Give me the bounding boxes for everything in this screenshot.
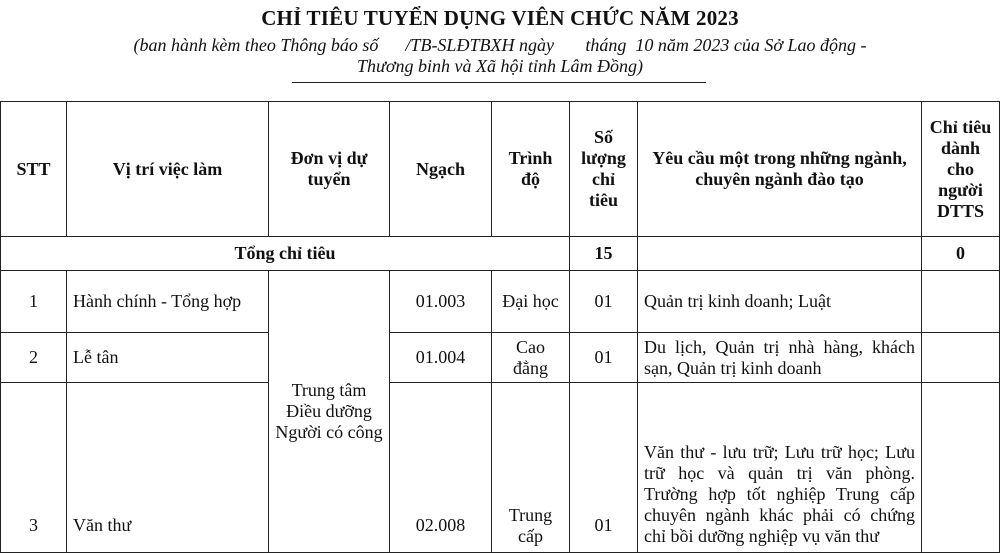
document-subtitle-line1: (ban hành kèm theo Thông báo số /TB-SLĐTBXH ngày tháng 10 năm 2023 của Sở Lao động -	[133, 35, 867, 55]
table-row	[1, 383, 1000, 553]
row-grade: 01.004	[390, 333, 492, 383]
row-level: Trung cấp	[492, 383, 570, 553]
header-row	[1, 102, 1000, 237]
row-quantity: 01	[570, 333, 638, 383]
header-level: Trình độ	[492, 102, 570, 237]
total-label: Tổng chỉ tiêu	[1, 237, 570, 271]
row-stt: 2	[1, 333, 67, 383]
row-position: Văn thư	[67, 383, 269, 553]
row-level: Đại học	[492, 271, 570, 333]
row-quantity: 01	[570, 383, 638, 553]
header-position: Vị trí việc làm	[67, 102, 269, 237]
table-row	[1, 271, 1000, 333]
recruitment-table	[0, 101, 1000, 553]
total-ethnic-quota: 0	[922, 237, 1000, 271]
document-title: CHỈ TIÊU TUYỂN DỤNG VIÊN CHỨC NĂM 2023	[261, 6, 739, 30]
table-row	[1, 333, 1000, 383]
row-ethnic-quota	[922, 333, 1000, 383]
row-position: Lễ tân	[67, 333, 269, 383]
header-quantity: Số lượng chỉ tiêu	[570, 102, 638, 237]
title-underline	[292, 82, 706, 83]
row-requirements: Du lịch, Quản trị nhà hàng, khách sạn, Quản trị kinh doanh	[638, 333, 922, 383]
total-requirements-empty	[638, 237, 922, 271]
row-quantity: 01	[570, 271, 638, 333]
header-requirements: Yêu cầu một trong những ngành, chuyên ngành đào tạo	[638, 102, 922, 237]
row-requirements: Văn thư - lưu trữ; Lưu trữ học; Lưu trữ học và quản trị văn phòng. Trường hợp tốt nghiệp Trung cấp chuyên ngành khác phải có chứng chỉ bồi dưỡng nghiệp vụ văn thư	[638, 383, 922, 553]
row-position: Hành chính - Tổng hợp	[67, 271, 269, 333]
document-subtitle-line2: Thương binh và Xã hội tỉnh Lâm Đồng)	[357, 56, 643, 76]
row-stt: 1	[1, 271, 67, 333]
header-stt: STT	[1, 102, 67, 237]
row-level: Cao đẳng	[492, 333, 570, 383]
row-unit: Trung tâm Điều dưỡng Người có công	[269, 271, 390, 553]
row-stt: 3	[1, 383, 67, 553]
row-ethnic-quota	[922, 271, 1000, 333]
header-ethnic-quota: Chỉ tiêu dành cho người DTTS	[922, 102, 1000, 237]
row-ethnic-quota	[922, 383, 1000, 553]
total-row	[1, 237, 1000, 271]
header-grade: Ngạch	[390, 102, 492, 237]
row-requirements: Quản trị kinh doanh; Luật	[638, 271, 922, 333]
header-unit: Đơn vị dự tuyển	[269, 102, 390, 237]
row-grade: 02.008	[390, 383, 492, 553]
row-grade: 01.003	[390, 271, 492, 333]
total-quantity: 15	[570, 237, 638, 271]
